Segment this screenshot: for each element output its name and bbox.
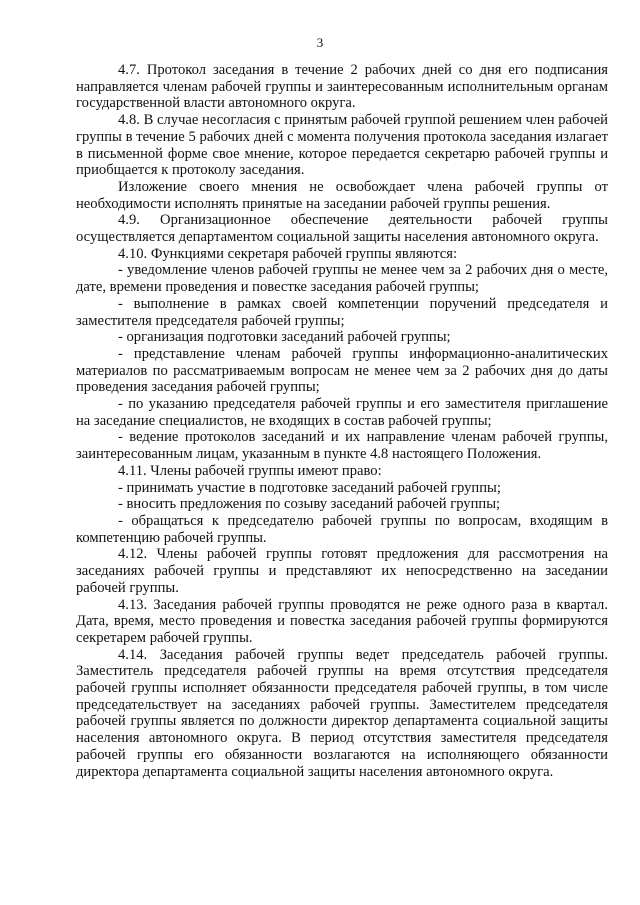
paragraph-4-8-continued: Изложение своего мнения не освобождает члена рабочей группы от необходимости исполнять принятые на заседании рабочей группы решения. [76, 178, 608, 212]
list-item: - выполнение в рамках своей компетенции поручений председателя и заместителя председателя рабочей группы; [76, 295, 608, 329]
list-item: - по указанию председателя рабочей группы и его заместителя приглашение на заседание специалистов, не входящих в состав рабочей группы; [76, 396, 608, 429]
list-item: - уведомление членов рабочей группы не менее чем за 2 рабочих дня о месте, дате, времени проведения и повестке заседания рабочей группы; [76, 262, 608, 296]
paragraph-4-8: 4.8. В случае несогласия с принятым рабочей группой решением член рабочей группы в течение 5 рабочих дней с момента получения протокола заседания излагает в письменной форме свое мнение, которое передается секретарю рабочей группы и приобщается к протоколу заседания. [76, 112, 608, 179]
list-item: - вносить предложения по созыву заседаний рабочей группы; [118, 496, 501, 513]
paragraph-4-12: 4.12. Члены рабочей группы готовят предложения для рассмотрения на заседаниях рабочей группы и представляют их непосредственно на заседании рабочей группы. [76, 546, 608, 596]
list-item: - организация подготовки заседаний рабочей группы; [118, 329, 451, 346]
paragraph-4-9: 4.9. Организационное обеспечение деятельности рабочей группы осуществляется департаментом социальной защиты населения автономного округа. [76, 212, 608, 246]
paragraph-4-14: 4.14. Заседания рабочей группы ведет председатель рабочей группы. Заместитель председателя рабочей группы на время отсутствия председателя рабочей группы исполняет обязанности председателя рабочей группы, в том числе председательствует на заседаниях рабочей группы. Заместителем председателя рабочей группы является по должности директор департамента социальной защиты населения автономного округа. В период отсутствия заместителя председателя рабочей группы его обязанности возлагаются на исполняющего обязанности директора департамента социальной защиты населения автономного округа. [76, 646, 608, 780]
list-item: - обращаться к председателю рабочей группы по вопросам, входящим в компетенцию рабочей группы. [76, 512, 608, 546]
paragraph-4-7: 4.7. Протокол заседания в течение 2 рабочих дней со дня его подписания направляется членам рабочей группы и заинтересованным исполнительным органам государственной власти автономного округа. [76, 62, 608, 112]
list-item: - ведение протоколов заседаний и их направление членам рабочей группы, заинтересованным лицам, указанным в пункте 4.8 настоящего Положения. [76, 429, 608, 463]
document-body [76, 62, 608, 780]
paragraph-4-10: 4.10. Функциями секретаря рабочей группы являются: [118, 245, 458, 262]
page-number: 3 [316, 35, 324, 50]
list-item: - принимать участие в подготовке заседаний рабочей группы; [118, 479, 501, 496]
paragraph-4-13: 4.13. Заседания рабочей группы проводятся не реже одного раза в квартал. Дата, время, место проведения и повестка заседания рабочей группы формируются секретарем рабочей группы. [76, 596, 608, 646]
paragraph-4-11: 4.11. Члены рабочей группы имеют право: [118, 462, 382, 479]
list-item: - представление членам рабочей группы информационно-аналитических материалов по рассматриваемым вопросам не менее чем за 2 рабочих дня до даты проведения заседания рабочей группы; [76, 345, 608, 396]
